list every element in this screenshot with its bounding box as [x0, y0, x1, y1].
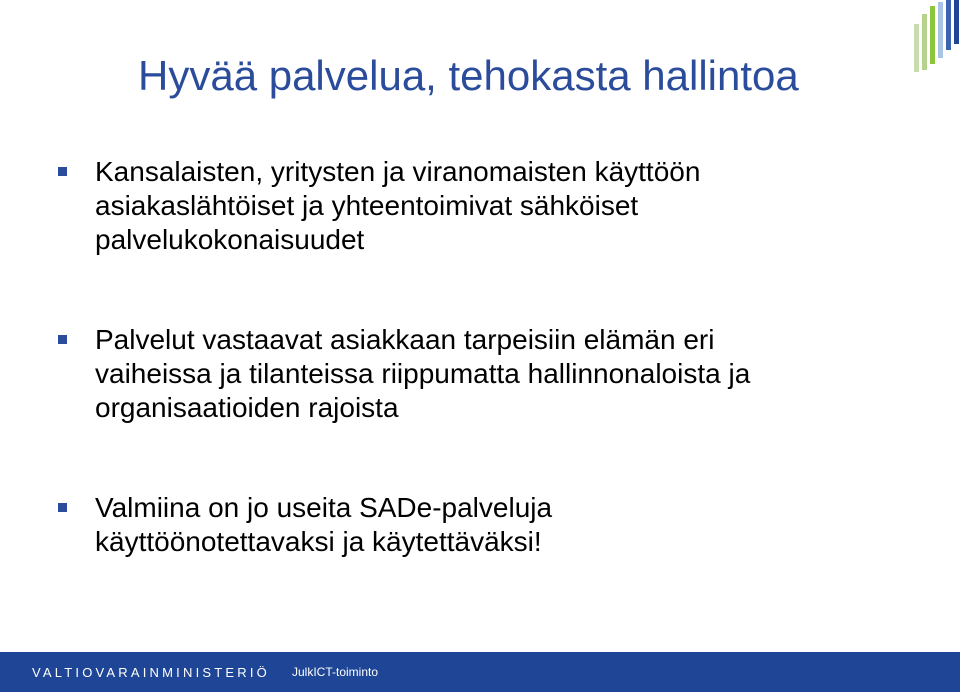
- footer-bar: [0, 652, 960, 692]
- square-bullet-icon: [58, 503, 67, 512]
- bullet-item: [58, 491, 888, 559]
- bullet-line: organisaatioiden rajoista: [95, 392, 399, 423]
- bullet-text: [95, 155, 700, 257]
- bullet-line: asiakaslähtöiset ja yhteentoimivat sähköiset: [95, 190, 639, 221]
- bullet-line: Valmiina on jo useita SADe-palveluja: [95, 492, 553, 523]
- bullet-text: [95, 491, 552, 559]
- bullet-item: [58, 155, 888, 257]
- bullet-line: Palvelut vastaavat asiakkaan tarpeisiin elämän eri: [95, 324, 715, 355]
- bullet-line: käyttöönotettavaksi ja käytettäväksi!: [95, 526, 542, 557]
- bullet-line: palvelukokonaisuudet: [95, 224, 365, 255]
- square-bullet-icon: [58, 167, 67, 176]
- department-label: JulkICT-toiminto: [291, 665, 379, 679]
- bullet-text: [95, 323, 750, 425]
- corner-decoration-icon: [900, 0, 960, 80]
- square-bullet-icon: [58, 335, 67, 344]
- bullet-line: Kansalaisten, yritysten ja viranomaisten käyttöön: [95, 156, 701, 187]
- bullet-item: [58, 323, 888, 425]
- ministry-logo-text: VALTIOVARAINMINISTERIÖ: [32, 664, 270, 680]
- slide-title: Hyvää palvelua, tehokasta hallintoa: [138, 52, 799, 99]
- bullet-line: vaiheissa ja tilanteissa riippumatta hallinnonaloista ja: [95, 358, 751, 389]
